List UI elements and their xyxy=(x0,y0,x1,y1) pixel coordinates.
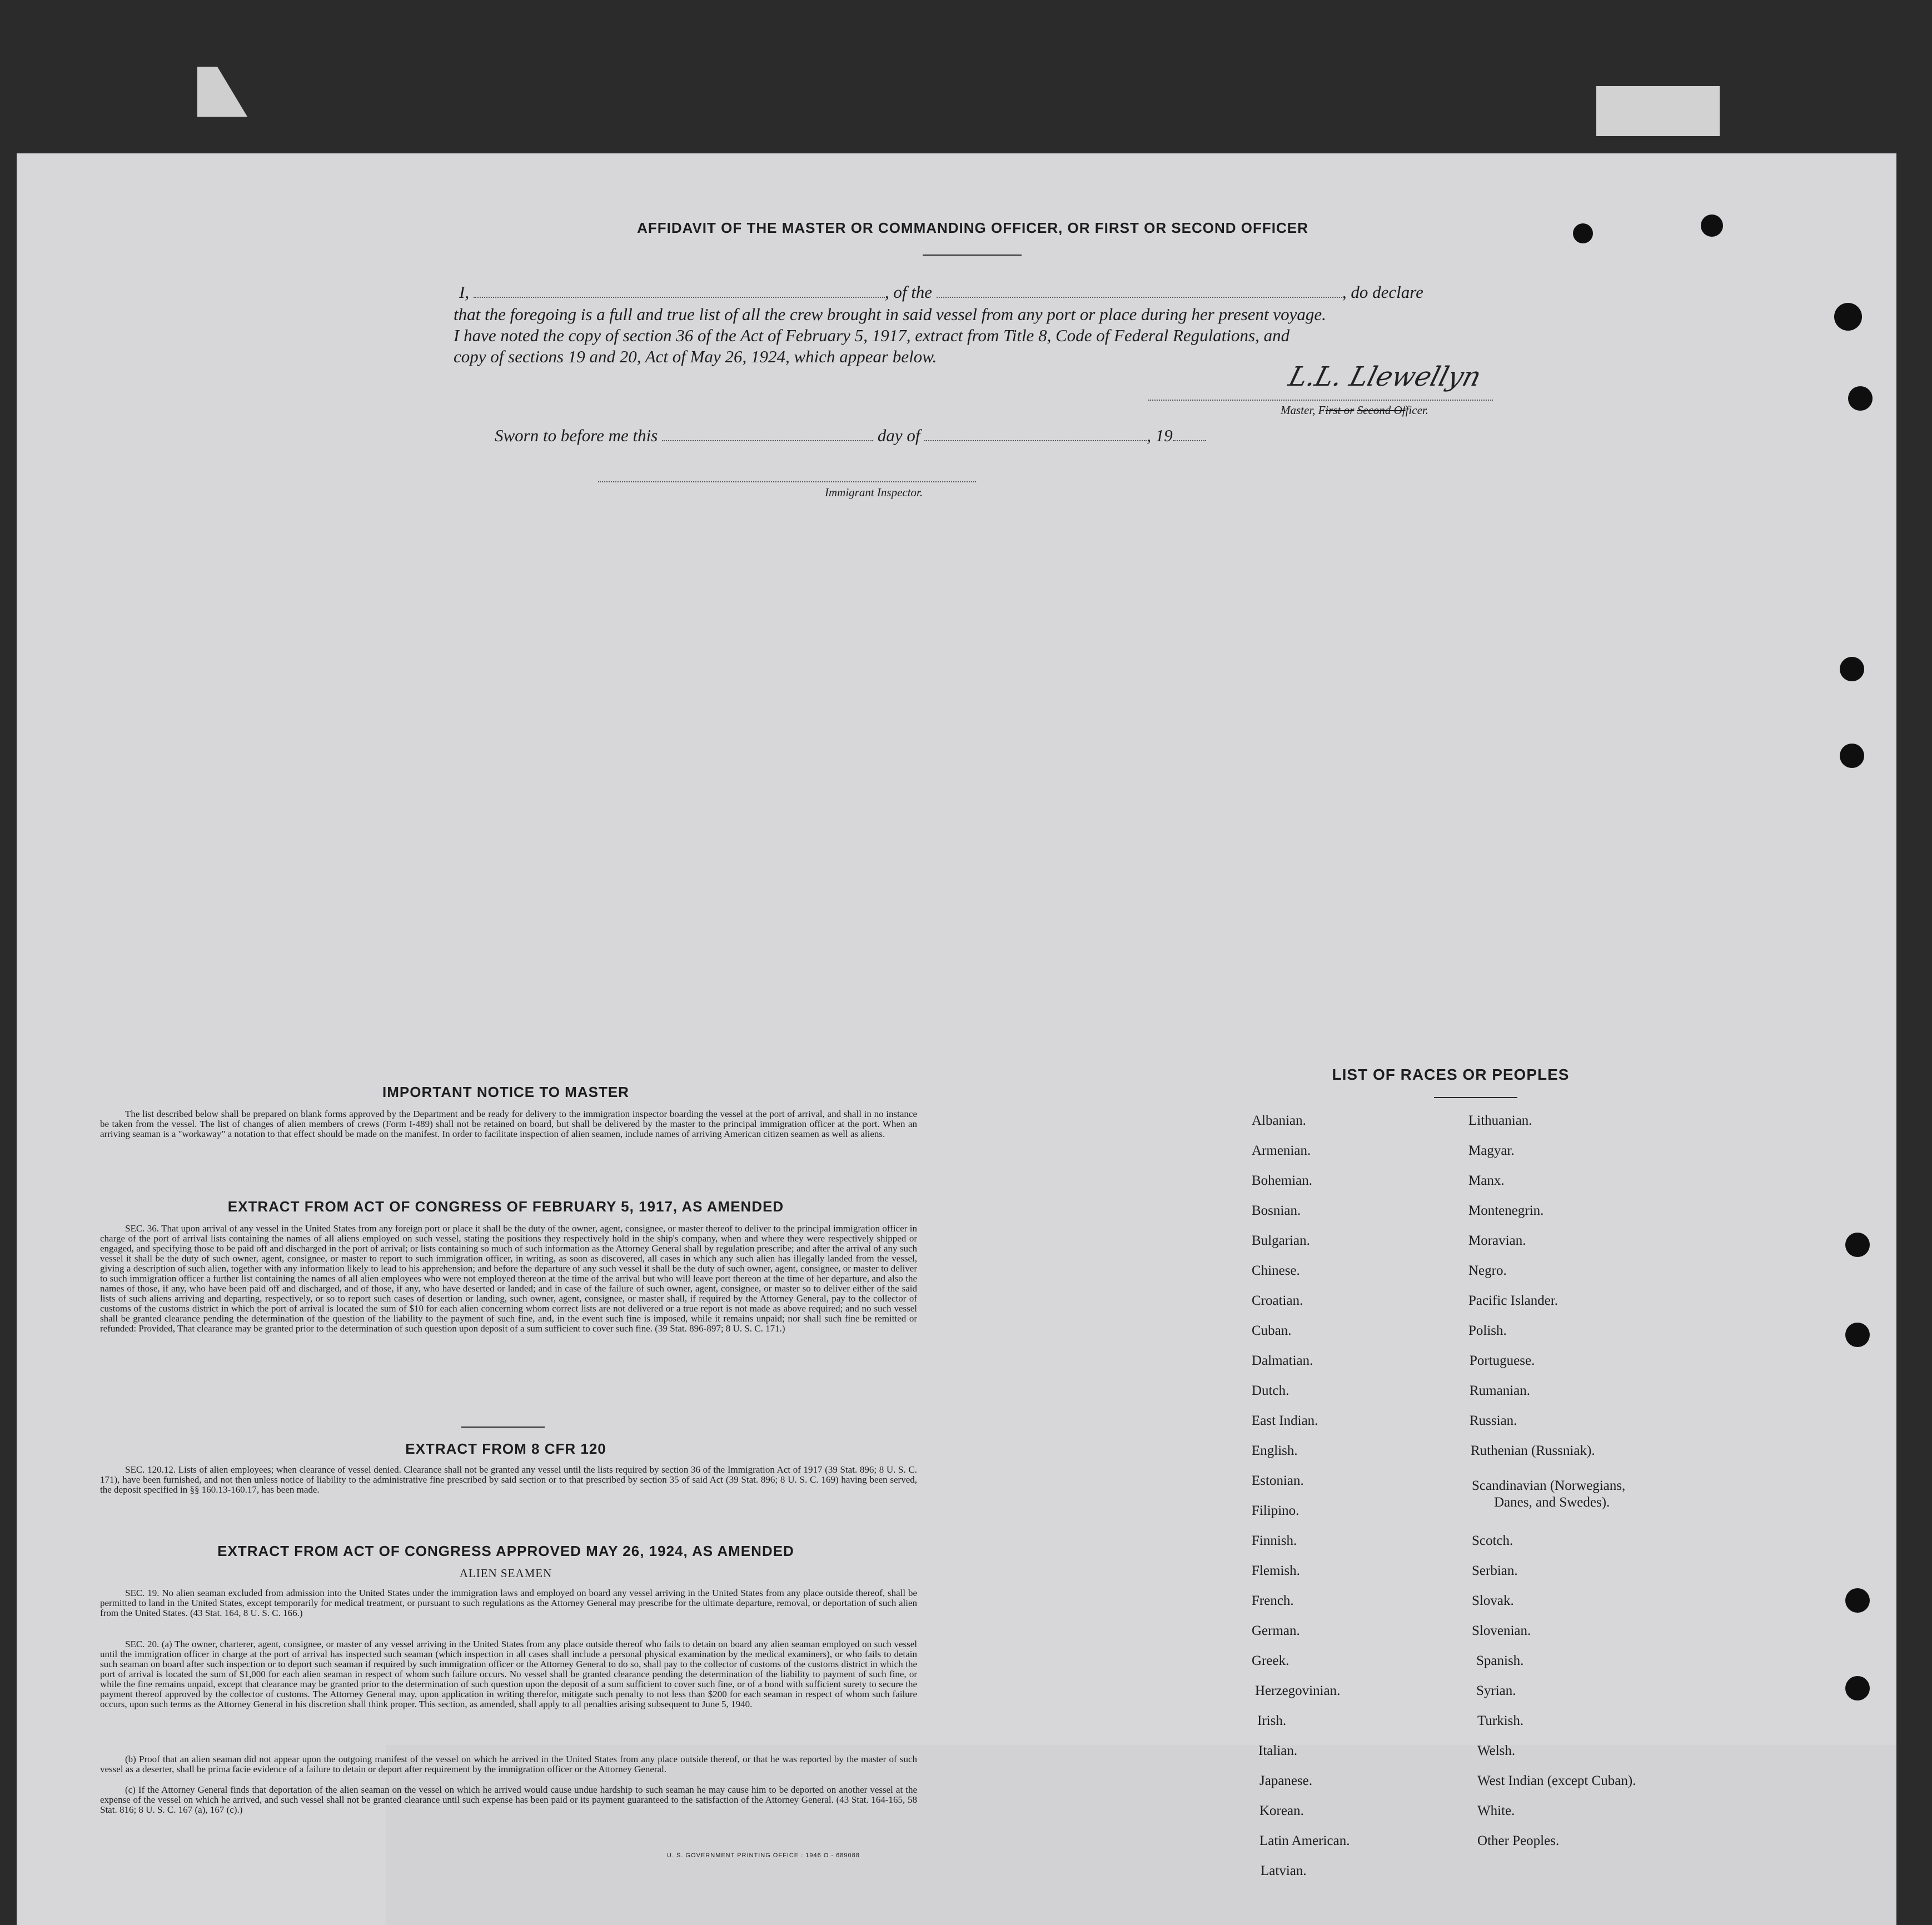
sec20a-text: SEC. 20. (a) The owner, charterer, agent, consignee, or master of any vessel arriving in the United States from any place outside thereof who fails to detain on board any alien seaman employed on such vessel until the immigration officer in charge at the port of arrival has inspected such seaman (which inspection in all cases shall include a personal physical examination by the medical examiners), or who fails to detain such seaman on board after such inspection or to deport such seaman if required by such immigration officer or the Attorney General to do so, shall pay to the collector of customs of the customs district in which the port of arrival is located the sum of $1,000 for each alien seaman in respect of whom such failure occurs. No vessel shall be granted clearance pending the determination of the liability to payment of such fine, or while the fine remains unpaid, except that clearance may be granted prior to the determination of such question upon the deposit of a sum sufficient to cover such fine, or of a bond with sufficient surety to secure the payment thereof approved by the collector of customs. The Attorney General may, upon application in writing therefor, mitigate such penalty to not less than $200 for each seaman in respect of whom such failure occurs, upon such terms as the Attorney General in his discretion shall think proper. This section, as amended, shall apply to all penalties arising subsequent to June 5, 1940. xyxy=(100,1639,917,1709)
race-right: Rumanian. xyxy=(1470,1383,1531,1398)
of-the-label: , of the xyxy=(884,282,933,302)
race-right: Spanish. xyxy=(1476,1653,1524,1668)
race-right: Scandinavian (Norwegians, xyxy=(1472,1478,1626,1493)
day-field[interactable] xyxy=(662,429,873,441)
race-left: German. xyxy=(1252,1623,1300,1638)
page-tab-left xyxy=(197,67,247,117)
extract-cfr-title: EXTRACT FROM 8 CFR 120 xyxy=(405,1440,606,1457)
race-left: Finnish. xyxy=(1252,1533,1297,1548)
punch-hole xyxy=(1845,1676,1870,1700)
race-left: Bosnian. xyxy=(1252,1203,1301,1218)
year-field[interactable] xyxy=(1173,429,1206,441)
master-caption-struck-2: Second Of xyxy=(1357,403,1406,417)
race-right: Russian. xyxy=(1470,1413,1517,1428)
race-left: Croatian. xyxy=(1252,1293,1303,1308)
name-field[interactable] xyxy=(474,286,885,298)
race-left: Latvian. xyxy=(1261,1863,1307,1878)
affidavit-line-3: I have noted the copy of section 36 of the Act of February 5, 1917, extract from Title 8, Code of Federal Regulations, and xyxy=(454,326,1290,345)
race-left: Japanese. xyxy=(1259,1773,1313,1788)
affidavit-title: AFFIDAVIT OF THE MASTER OR COMMANDING OFFICER, OR FIRST OR SECOND OFFICER xyxy=(637,220,1308,236)
race-right: Negro. xyxy=(1468,1263,1507,1278)
punch-hole xyxy=(1845,1323,1870,1347)
punch-hole xyxy=(1840,744,1864,768)
race-left: French. xyxy=(1252,1593,1294,1608)
race-right: Manx. xyxy=(1468,1173,1505,1188)
race-left: Irish. xyxy=(1257,1713,1287,1728)
printer-imprint: U. S. GOVERNMENT PRINTING OFFICE : 1946 O - 689088 xyxy=(667,1852,860,1859)
race-left: Korean. xyxy=(1259,1803,1304,1818)
race-right: Welsh. xyxy=(1477,1743,1516,1758)
master-caption-struck-1: irst or xyxy=(1325,403,1355,417)
title-rule xyxy=(923,255,1022,256)
race-right: Montenegrin. xyxy=(1468,1203,1544,1218)
races-title-rule xyxy=(1434,1097,1517,1098)
race-right: Portuguese. xyxy=(1470,1353,1535,1368)
punch-hole xyxy=(1848,386,1873,411)
race-right: Syrian. xyxy=(1476,1683,1516,1698)
race-left: Latin American. xyxy=(1259,1833,1350,1848)
extract-cfr-text: SEC. 120.12. Lists of alien employees; when clearance of vessel denied. Clearance shall not be granted any vessel until the lists required by section 36 of the Immigration Act of 1917 (39 Stat. 896; 8 U. S. C. 171), have been furnished, and not then unless notice of liability to the administrative fine prescribed by said section or to that prescribed by section 35 of said Act (39 Stat. 896; 8 U. S. C. 169) having been served, the deposit specified in §§ 160.13-160.17, has been made. xyxy=(100,1464,917,1495)
race-right: Serbian. xyxy=(1472,1563,1518,1578)
race-left: Chinese. xyxy=(1252,1263,1300,1278)
race-right: Other Peoples. xyxy=(1477,1833,1560,1848)
year-label: , 19 xyxy=(1147,426,1173,445)
race-left: East Indian. xyxy=(1252,1413,1318,1428)
notice-title: IMPORTANT NOTICE TO MASTER xyxy=(382,1084,629,1100)
i-label: I, xyxy=(459,282,470,302)
affidavit-line-4: copy of sections 19 and 20, Act of May 26, 1924, which appear below. xyxy=(454,347,937,366)
race-right: Ruthenian (Russniak). xyxy=(1471,1443,1595,1458)
race-left: Albanian. xyxy=(1252,1113,1306,1128)
master-caption xyxy=(1281,403,1428,417)
master-caption-b: ficer. xyxy=(1405,403,1428,417)
race-left: Filipino. xyxy=(1252,1503,1299,1518)
race-left: Greek. xyxy=(1252,1653,1289,1668)
punch-hole xyxy=(1834,303,1862,331)
race-left: Dutch. xyxy=(1252,1383,1289,1398)
race-right: Slovak. xyxy=(1472,1593,1514,1608)
inspector-signature-line xyxy=(598,481,976,482)
extract-1917-title: EXTRACT FROM ACT OF CONGRESS OF FEBRUARY 5, 1917, AS AMENDED xyxy=(227,1198,784,1215)
race-right: West Indian (except Cuban). xyxy=(1477,1773,1636,1788)
sec20c-text: (c) If the Attorney General finds that deportation of the alien seaman on the vessel on which he arrived would cause undue hardship to such seaman he may cause him to be deported on another vessel at the expense of the vessel on which he arrived, and such vessel shall not be granted clearance until such expense has been paid or its payment guaranteed to the satisfaction of the Attorney General. (43 Stat. 164-165, 58 Stat. 816; 8 U. S. C. 167 (a), 167 (c).) xyxy=(100,1784,917,1815)
extract-1924-subtitle: ALIEN SEAMEN xyxy=(459,1567,552,1580)
signature-line xyxy=(1148,400,1493,401)
extract-1924-title: EXTRACT FROM ACT OF CONGRESS APPROVED MAY 26, 1924, AS AMENDED xyxy=(217,1543,794,1559)
master-caption-a: Master, F xyxy=(1281,403,1326,417)
race-left: English. xyxy=(1252,1443,1298,1458)
race-left: Cuban. xyxy=(1252,1323,1292,1338)
affidavit-line-2: that the foregoing is a full and true list of all the crew brought in said vessel from any port or place during her present voyage. xyxy=(454,305,1326,324)
race-right: Scotch. xyxy=(1472,1533,1513,1548)
punch-hole xyxy=(1573,223,1593,243)
race-right: Moravian. xyxy=(1468,1233,1526,1248)
punch-hole xyxy=(1845,1588,1870,1613)
do-declare-label: , do declare xyxy=(1342,282,1423,302)
inspector-caption: Immigrant Inspector. xyxy=(825,486,923,499)
race-left: Herzegovinian. xyxy=(1255,1683,1341,1698)
sec20b-text: (b) Proof that an alien seaman did not appear upon the outgoing manifest of the vessel on which he arrived in the United States from any place outside thereof, or that he was reported by the master of such vessel as a deserter, shall be prima facie evidence of a failure to detain or deport after requirement by the immigration officer or the Attorney General. xyxy=(100,1754,917,1774)
race-left: Bulgarian. xyxy=(1252,1233,1310,1248)
extract-1917-text: SEC. 36. That upon arrival of any vessel in the United States from any foreign port or place it shall be the duty of the owner, agent, consignee, or master thereof to deliver to the principal immigration officer in charge of the port of arrival lists containing the names of all aliens employed on such vessel, stating the positions they respectively hold in the ship's company, when and where they were respectively shipped or engaged, and specifying those to be paid off and discharged in the port of arrival; or lists containing so much of such information as the Attorney General shall by regulation prescribe; and after the arrival of any such vessel it shall be the duty of such owner, agent, consignee, or master to report to such immigration officer, in writing, as soon as discovered, all cases in which any such alien has illegally landed from the vessel, giving a description of such alien, together with any information likely to lead to his apprehension; and before the departure of any such vessel it shall be the duty of such owner, agent, consignee, or master to deliver to such immigration officer a further list containing the names of all alien employees who were not employed thereon at the time of the arrival but who will leave port thereon at the time of her departure, and also the names of those, if any, who have been paid off and discharged, and of those, if any, who have deserted or landed; and in case of the failure of such owner, agent, consignee, or master so to deliver either of the said lists of such aliens arriving and departing, respectively, or so to report such cases of desertion or landing, such owner, agent, consignee, or master shall, if required by the Attorney General, pay to the collector of customs of the customs district in which the port of arrival is located the sum of $10 for each alien concerning whom correct lists are not delivered or a true report is not made as above required; and no such vessel shall be granted clearance pending the determination of the question of the liability to the payment of such fine, and, in the event such fine is imposed, while it remains unpaid; nor shall such fine be remitted or refunded: Provided, That clearance may be granted prior to the determination of such question upon deposit of a sum sufficient to cover such fine. (39 Stat. 896-897; 8 U. S. C. 171.) xyxy=(100,1223,917,1334)
sworn-line xyxy=(495,426,1206,446)
race-right: White. xyxy=(1477,1803,1515,1818)
race-right: Pacific Islander. xyxy=(1468,1293,1558,1308)
vessel-field[interactable] xyxy=(937,286,1342,298)
race-left: Dalmatian. xyxy=(1252,1353,1313,1368)
race-right: Turkish. xyxy=(1477,1713,1524,1728)
races-title: LIST OF RACES OR PEOPLES xyxy=(1332,1066,1570,1083)
day-of-label: day of xyxy=(877,426,920,445)
affidavit-line-1 xyxy=(459,282,1423,302)
punch-hole xyxy=(1701,215,1723,237)
month-field[interactable] xyxy=(924,429,1147,441)
race-left: Armenian. xyxy=(1252,1143,1311,1158)
page-tab-right xyxy=(1596,86,1720,136)
race-right: Polish. xyxy=(1468,1323,1507,1338)
race-right: Danes, and Swedes). xyxy=(1494,1495,1610,1510)
race-left: Bohemian. xyxy=(1252,1173,1313,1188)
race-left: Flemish. xyxy=(1252,1563,1300,1578)
punch-hole xyxy=(1845,1233,1870,1257)
divider-rule xyxy=(461,1427,545,1428)
notice-text: The list described below shall be prepared on blank forms approved by the Department and be ready for delivery to the immigration inspector boarding the vessel at the port of arrival, and shall in no instance be taken from the vessel. The list of changes of alien members of crews (Form I-489) shall not be retained on board, but shall be delivered by the master to the principal immigration officer at the port. When an arriving seaman is a "workaway" a notation to that effect should be made on the manifest. In order to facilitate inspection of alien seamen, include names of arriving American citizen seamen as well as aliens. xyxy=(100,1109,917,1139)
race-right: Magyar. xyxy=(1468,1143,1515,1158)
race-left: Estonian. xyxy=(1252,1473,1304,1488)
sworn-label: Sworn to before me this xyxy=(495,426,658,445)
race-left: Italian. xyxy=(1258,1743,1298,1758)
punch-hole xyxy=(1840,657,1864,681)
sec19-text: SEC. 19. No alien seaman excluded from admission into the United States under the immigration laws and employed on board any vessel arriving in the United States from any place outside thereof, shall be permitted to land in the United States, except temporarily for medical treatment, or pursuant to such regulations as the Attorney General may prescribe for the ultimate departure, removal, or deportation of such alien from the United States. (43 Stat. 164, 8 U. S. C. 166.) xyxy=(100,1588,917,1618)
master-signature: L.L. Llewellyn xyxy=(1285,361,1485,392)
race-right: Slovenian. xyxy=(1472,1623,1531,1638)
race-right: Lithuanian. xyxy=(1468,1113,1532,1128)
